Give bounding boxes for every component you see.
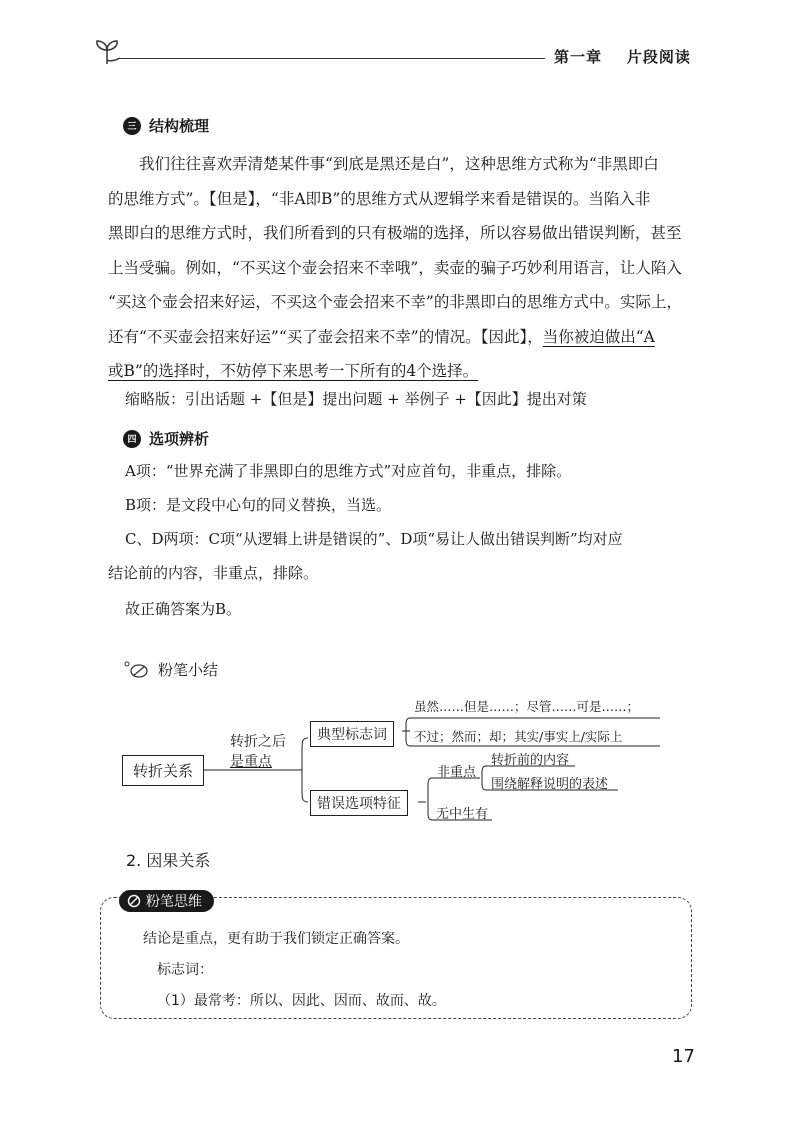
- non-key-label: 非重点: [437, 765, 477, 780]
- option-cd-line1: C、D两项：C项“从逻辑上讲是错误的”、D项“易让人做出错误判断”均对应: [125, 530, 623, 548]
- chapter-label: 第一章: [554, 48, 603, 66]
- para-line: 我们往往喜欢弄清楚某件事“到底是黑还是白”，这种思维方式称为“非黑即白: [139, 155, 659, 173]
- marker-words-line2: 不过；然而；却；其实/事实上/实际上: [414, 729, 623, 744]
- underlined-conclusion-end: 或B”的选择时，不妨停下来思考一下所有的4个选择。: [108, 362, 479, 380]
- underlined-conclusion: 当你被迫做出“A: [542, 327, 655, 346]
- section-label: 片段阅读: [626, 48, 691, 66]
- option-a: A项：“世界充满了非黑即白的思维方式”对应首句，非重点，排除。: [125, 462, 572, 480]
- para-line: 的思维方式”。【但是】，“非A即B”的思维方式从逻辑学来看是错误的。当陷入非: [108, 189, 651, 208]
- options-title: 选项辨析: [149, 430, 210, 448]
- fabricated-label: 无中生有: [436, 807, 489, 822]
- option-cd-line2: 结论前的内容，非重点，排除。: [108, 564, 319, 582]
- mindmap-root: 转折关系: [122, 755, 204, 786]
- thinking-line-2: 标志词：: [157, 962, 213, 978]
- mindmap-branch-label: 转折之后 是重点: [230, 734, 286, 770]
- marker-words-line1: 虽然……但是……；尽管……可是……；: [414, 699, 640, 714]
- structure-title: 结构梳理: [149, 117, 210, 135]
- options-badge-icon: 四: [123, 430, 141, 448]
- para-line: 还有“不买壶会招来好运”“买了壶会招来不幸”的情况。【因此】，当你被迫做出“A: [108, 327, 655, 346]
- section2-title: 2. 因果关系: [126, 851, 211, 870]
- non-key-item-1: 转折前的内容: [491, 753, 570, 768]
- answer-line: 故正确答案为B。: [125, 600, 242, 618]
- option-b: B项：是文段中心句的同义替换，当选。: [125, 496, 392, 514]
- chalk-icon: [127, 894, 141, 908]
- condensed-summary: 缩略版：引出话题 +【但是】提出问题 + 举例子 +【因此】提出对策: [125, 390, 587, 408]
- thinking-line-3: （1）最常考：所以、因此、因而、故而、故。: [157, 993, 446, 1009]
- non-key-item-2: 围绕解释说明的表述: [491, 777, 609, 792]
- structure-badge-icon: 三: [123, 117, 141, 135]
- para-line: 上当受骗。例如，“不买这个壶会招来不幸哦”，卖壶的骗子巧妙利用语言，让人陷入: [108, 258, 682, 277]
- para-line: 黑即白的思维方式时，我们所看到的只有极端的选择，所以容易做出错误判断，甚至: [108, 224, 682, 242]
- page-number: 17: [672, 1046, 695, 1067]
- para-line: “买这个壶会招来好运，不买这个壶会招来不幸”的非黑即白的思维方式中。实际上，: [108, 293, 682, 311]
- mindmap-node-wrong-options: 错误选项特征: [310, 790, 408, 816]
- mindmap-node-markers: 典型标志词: [310, 721, 394, 747]
- summary-title: 粉笔小结: [158, 661, 219, 679]
- thinking-label: 粉笔思维: [119, 890, 214, 912]
- thinking-line-1: 结论是重点，更有助于我们锁定正确答案。: [143, 931, 409, 947]
